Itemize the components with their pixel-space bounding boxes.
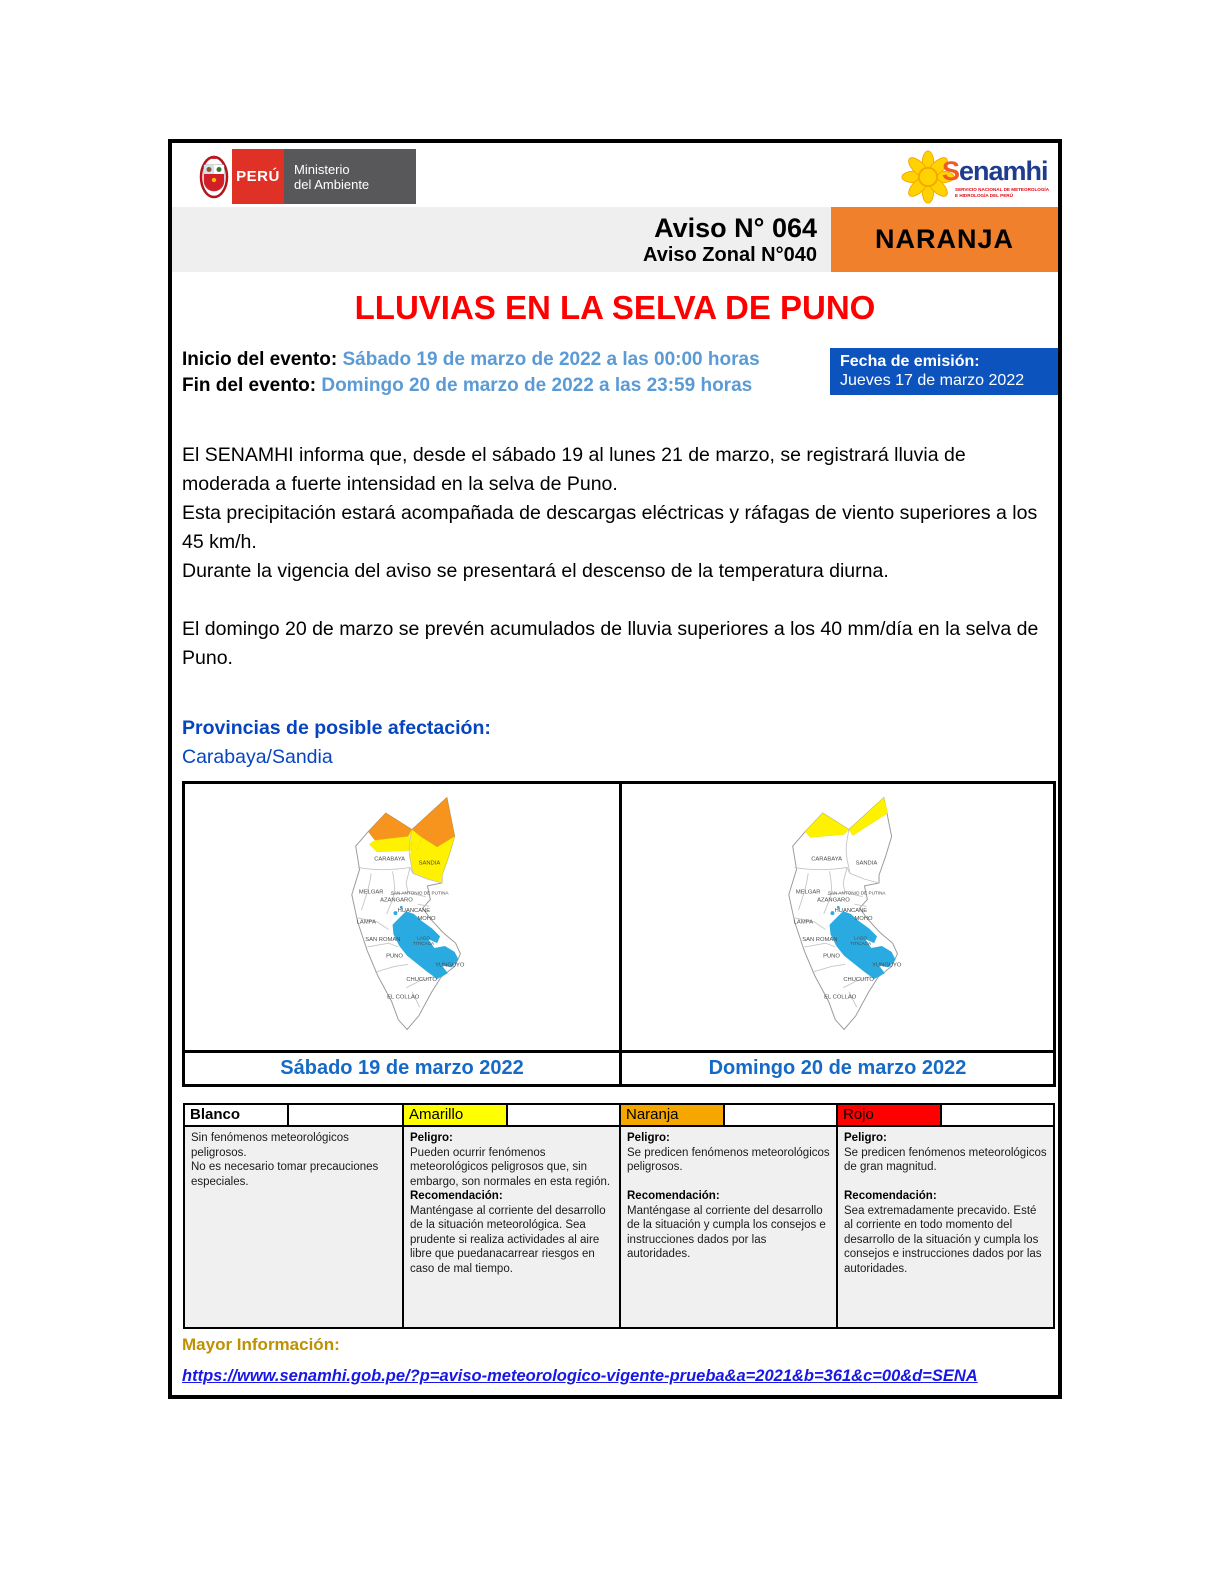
map-province-label: AZANGARO — [817, 897, 850, 904]
map-puno-saturday — [185, 784, 619, 1050]
map-province-label: HUANCANE — [397, 908, 431, 915]
provinces-label: Provincias de posible afectación: — [182, 717, 491, 739]
legend-body-rojo: Peligro: Se predicen fenómenos meteorológicos de gran magnitud. Recomendación: Sea extremadamente precavido. Esté al corriente en todo momento del desarrollo de la situación y cumpla los consejos e instrucciones dados por las autoridades. — [838, 1127, 1053, 1327]
legend-body-naranja: Peligro: Se predicen fenómenos meteorológicos peligrosos. Recomendación: Manténgase al corriente del desarrollo de la situación y cumpla los consejos e instrucciones dados por las autoridades. — [621, 1127, 836, 1327]
emission-date-value: Jueves 17 de marzo 2022 — [840, 372, 1025, 389]
map-province-label: SANDIA — [418, 860, 441, 867]
map-province-label: PUNO — [386, 953, 403, 960]
legend-column-blanco — [185, 1105, 402, 1327]
map-caption-saturday: Sábado 19 de marzo 2022 — [280, 1057, 524, 1079]
senamhi-logo — [900, 147, 1058, 207]
advisory-number: Aviso N° 064 — [654, 212, 817, 243]
peru-government-logo — [196, 149, 416, 204]
legend-chip-amarillo: Amarillo — [404, 1105, 508, 1125]
legend-column-rojo — [836, 1105, 1053, 1327]
advisory-zonal-number: Aviso Zonal N°040 — [643, 243, 817, 266]
map-province-label: MOHO — [417, 915, 436, 922]
legend-chip-blanco: Blanco — [185, 1105, 289, 1125]
event-start-label: Inicio del evento: — [182, 349, 338, 370]
map-province-label: SAN ANTONIO DE PUTINA — [827, 890, 886, 896]
map-province-label: SANDIA — [855, 860, 878, 867]
page-title: LLUVIAS EN LA SELVA DE PUNO — [354, 289, 876, 326]
map-province-label: MELGAR — [358, 889, 384, 896]
map-puno-sunday — [619, 784, 1053, 1050]
legend-body-blanco: Sin fenómenos meteorológicos peligrosos. No es necesario tomar precauciones especiales. — [185, 1127, 402, 1327]
senamhi-wordmark: Senamhi — [942, 156, 1048, 187]
body-paragraph-1: El SENAMHI informa que, desde el sábado 19 al lunes 21 de marzo, se registrará lluvia de moderada a fuerte intensidad en la selva de Puno. — [182, 444, 966, 495]
event-end-value: Domingo 20 de marzo de 2022 a las 23:59 horas — [321, 375, 753, 396]
peru-label: PERÚ — [232, 149, 284, 204]
map-lake-label: TITICACA — [413, 941, 435, 947]
body-paragraph-2: Esta precipitación estará acompañada de descargas eléctricas y ráfagas de viento superiores a los 45 km/h. — [182, 502, 1038, 553]
map-province-label: CARABAYA — [374, 856, 406, 863]
map-province-label: CHUCUITO — [406, 976, 437, 983]
legend-column-amarillo — [402, 1105, 619, 1327]
map-province-label: YUNGUYO — [872, 962, 902, 969]
map-province-label: HUANCANE — [834, 908, 868, 915]
map-caption-sunday: Domingo 20 de marzo 2022 — [619, 1053, 1053, 1084]
map-province-label: YUNGUYO — [435, 962, 465, 969]
advisory-link[interactable]: https://www.senamhi.gob.pe/?p=aviso-meteorologico-vigente-prueba&a=2021&b=361&c=00&d=SENA — [182, 1367, 978, 1385]
alert-level-badge: NARANJA — [831, 207, 1058, 272]
legend-chip-rojo: Rojo — [838, 1105, 942, 1125]
map-province-label: LAMPA — [356, 919, 376, 926]
alert-legend-table — [183, 1103, 1055, 1329]
map-province-label: EL COLLAO — [387, 994, 420, 1001]
map-lake-label: TITICACA — [850, 941, 872, 947]
map-province-label: SAN ROMAN — [802, 937, 838, 944]
emission-date-label: Fecha de emisión: — [840, 353, 980, 370]
legend-column-naranja — [619, 1105, 836, 1327]
legend-body-amarillo: Peligro: Pueden ocurrir fenómenos meteorológicos peligrosos que, sin embargo, son normales en esta región. Recomendación: Manténgase al corriente del desarrollo de la situación meteorológica. Sea prudente si realiza actividades al aire libre que puedanacarrear riesgos en caso de mal tiempo. — [404, 1127, 619, 1327]
event-dates — [182, 347, 760, 399]
map-province-label: SAN ANTONIO DE PUTINA — [390, 890, 449, 896]
map-province-label: MOHO — [854, 915, 873, 922]
event-end-label: Fin del evento: — [182, 375, 317, 396]
legend-chip-naranja: Naranja — [621, 1105, 725, 1125]
map-lake-label: LAGO — [417, 935, 431, 941]
map-province-label: CARABAYA — [811, 856, 843, 863]
map-province-label: CHUCUITO — [843, 976, 874, 983]
more-info-label: Mayor Información: — [182, 1335, 340, 1354]
body-paragraph-3: Durante la vigencia del aviso se presentará el descenso de la temperatura diurna. — [182, 560, 889, 582]
map-province-label: SAN ROMAN — [365, 937, 401, 944]
peru-coat-of-arms-icon — [196, 149, 232, 204]
map-lake-label: LAGO — [854, 935, 868, 941]
advisory-body — [182, 441, 1048, 772]
map-province-label: MELGAR — [795, 889, 821, 896]
provinces-value: Carabaya/Sandia — [182, 746, 333, 768]
map-province-label: AZANGARO — [380, 897, 413, 904]
map-province-label: PUNO — [823, 953, 840, 960]
event-start-row — [182, 347, 760, 373]
map-province-label: EL COLLAO — [824, 994, 857, 1001]
advisory-document — [168, 139, 1062, 1399]
advisory-number-band — [172, 207, 831, 272]
senamhi-subtitle: SERVICIO NACIONAL DE METEOROLOGÍA E HIDROLOGÍA DEL PERÚ — [955, 187, 1050, 198]
event-end-row — [182, 373, 760, 399]
ministry-label: Ministerio del Ambiente — [284, 149, 416, 204]
event-start-value: Sábado 19 de marzo de 2022 a las 00:00 horas — [342, 349, 760, 370]
body-paragraph-4: El domingo 20 de marzo se prevén acumulados de lluvia superiores a los 40 mm/día en la selva de Puno. — [182, 618, 1039, 669]
emission-date-box — [830, 348, 1058, 395]
maps-table — [182, 781, 1056, 1087]
map-province-label: LAMPA — [793, 919, 813, 926]
